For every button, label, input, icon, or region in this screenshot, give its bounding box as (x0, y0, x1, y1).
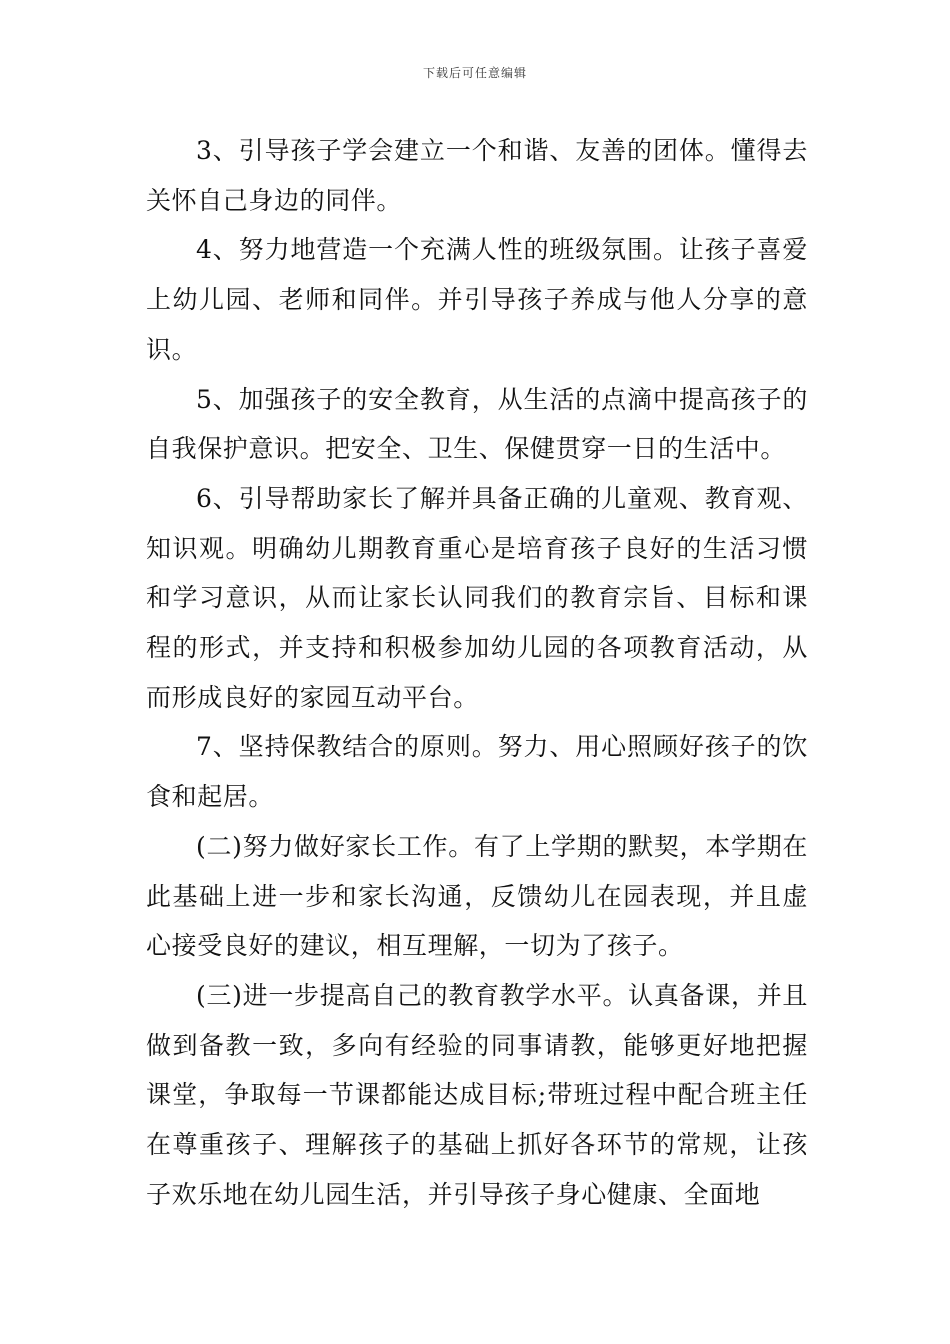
paragraph-item-3: 3、引导孩子学会建立一个和谐、友善的团体。懂得去关怀自己身边的同伴。 (146, 136, 808, 215)
page-header: 下载后可任意编辑 (422, 66, 527, 80)
paragraph-item-5: 5、加强孩子的安全教育，从生活的点滴中提高孩子的自我保护意识。把安全、卫生、保健贯穿一日的生活中。 (146, 384, 808, 464)
paragraph-section-3: (三)进一步提高自己的教育教学水平。认真备课，并且做到备教一致，多向有经验的同事请教，能够更好地把握课堂，争取每一节课都能达成目标;带班过程中配合班主任在尊重孩子、理解孩子的基础上抓好各环节的常规，让孩子欢乐地在幼儿园生活，并引导孩子身心健康、全面地 (146, 980, 808, 1209)
paragraph-section-2: (二)努力做好家长工作。有了上学期的默契，本学期在此基础上进一步和家长沟通，反馈幼儿在园表现，并且虚心接受良好的建议，相互理解，一切为了孩子。 (146, 831, 808, 961)
document-body (146, 126, 808, 1219)
paragraph-item-4: 4、努力地营造一个充满人性的班级氛围。让孩子喜爱上幼儿园、老师和同伴。并引导孩子养成与他人分享的意识。 (146, 235, 808, 364)
paragraph-item-7: 7、坚持保教结合的原则。努力、用心照顾好孩子的饮食和起居。 (146, 732, 808, 812)
paragraph-item-6: 6、引导帮助家长了解并具备正确的儿童观、教育观、知识观。明确幼儿期教育重心是培育孩子良好的生活习惯和学习意识，从而让家长认同我们的教育宗旨、目标和课程的形式，并支持和积极参加幼儿园的各项教育活动，从而形成良好的家园互动平台。 (146, 483, 808, 712)
